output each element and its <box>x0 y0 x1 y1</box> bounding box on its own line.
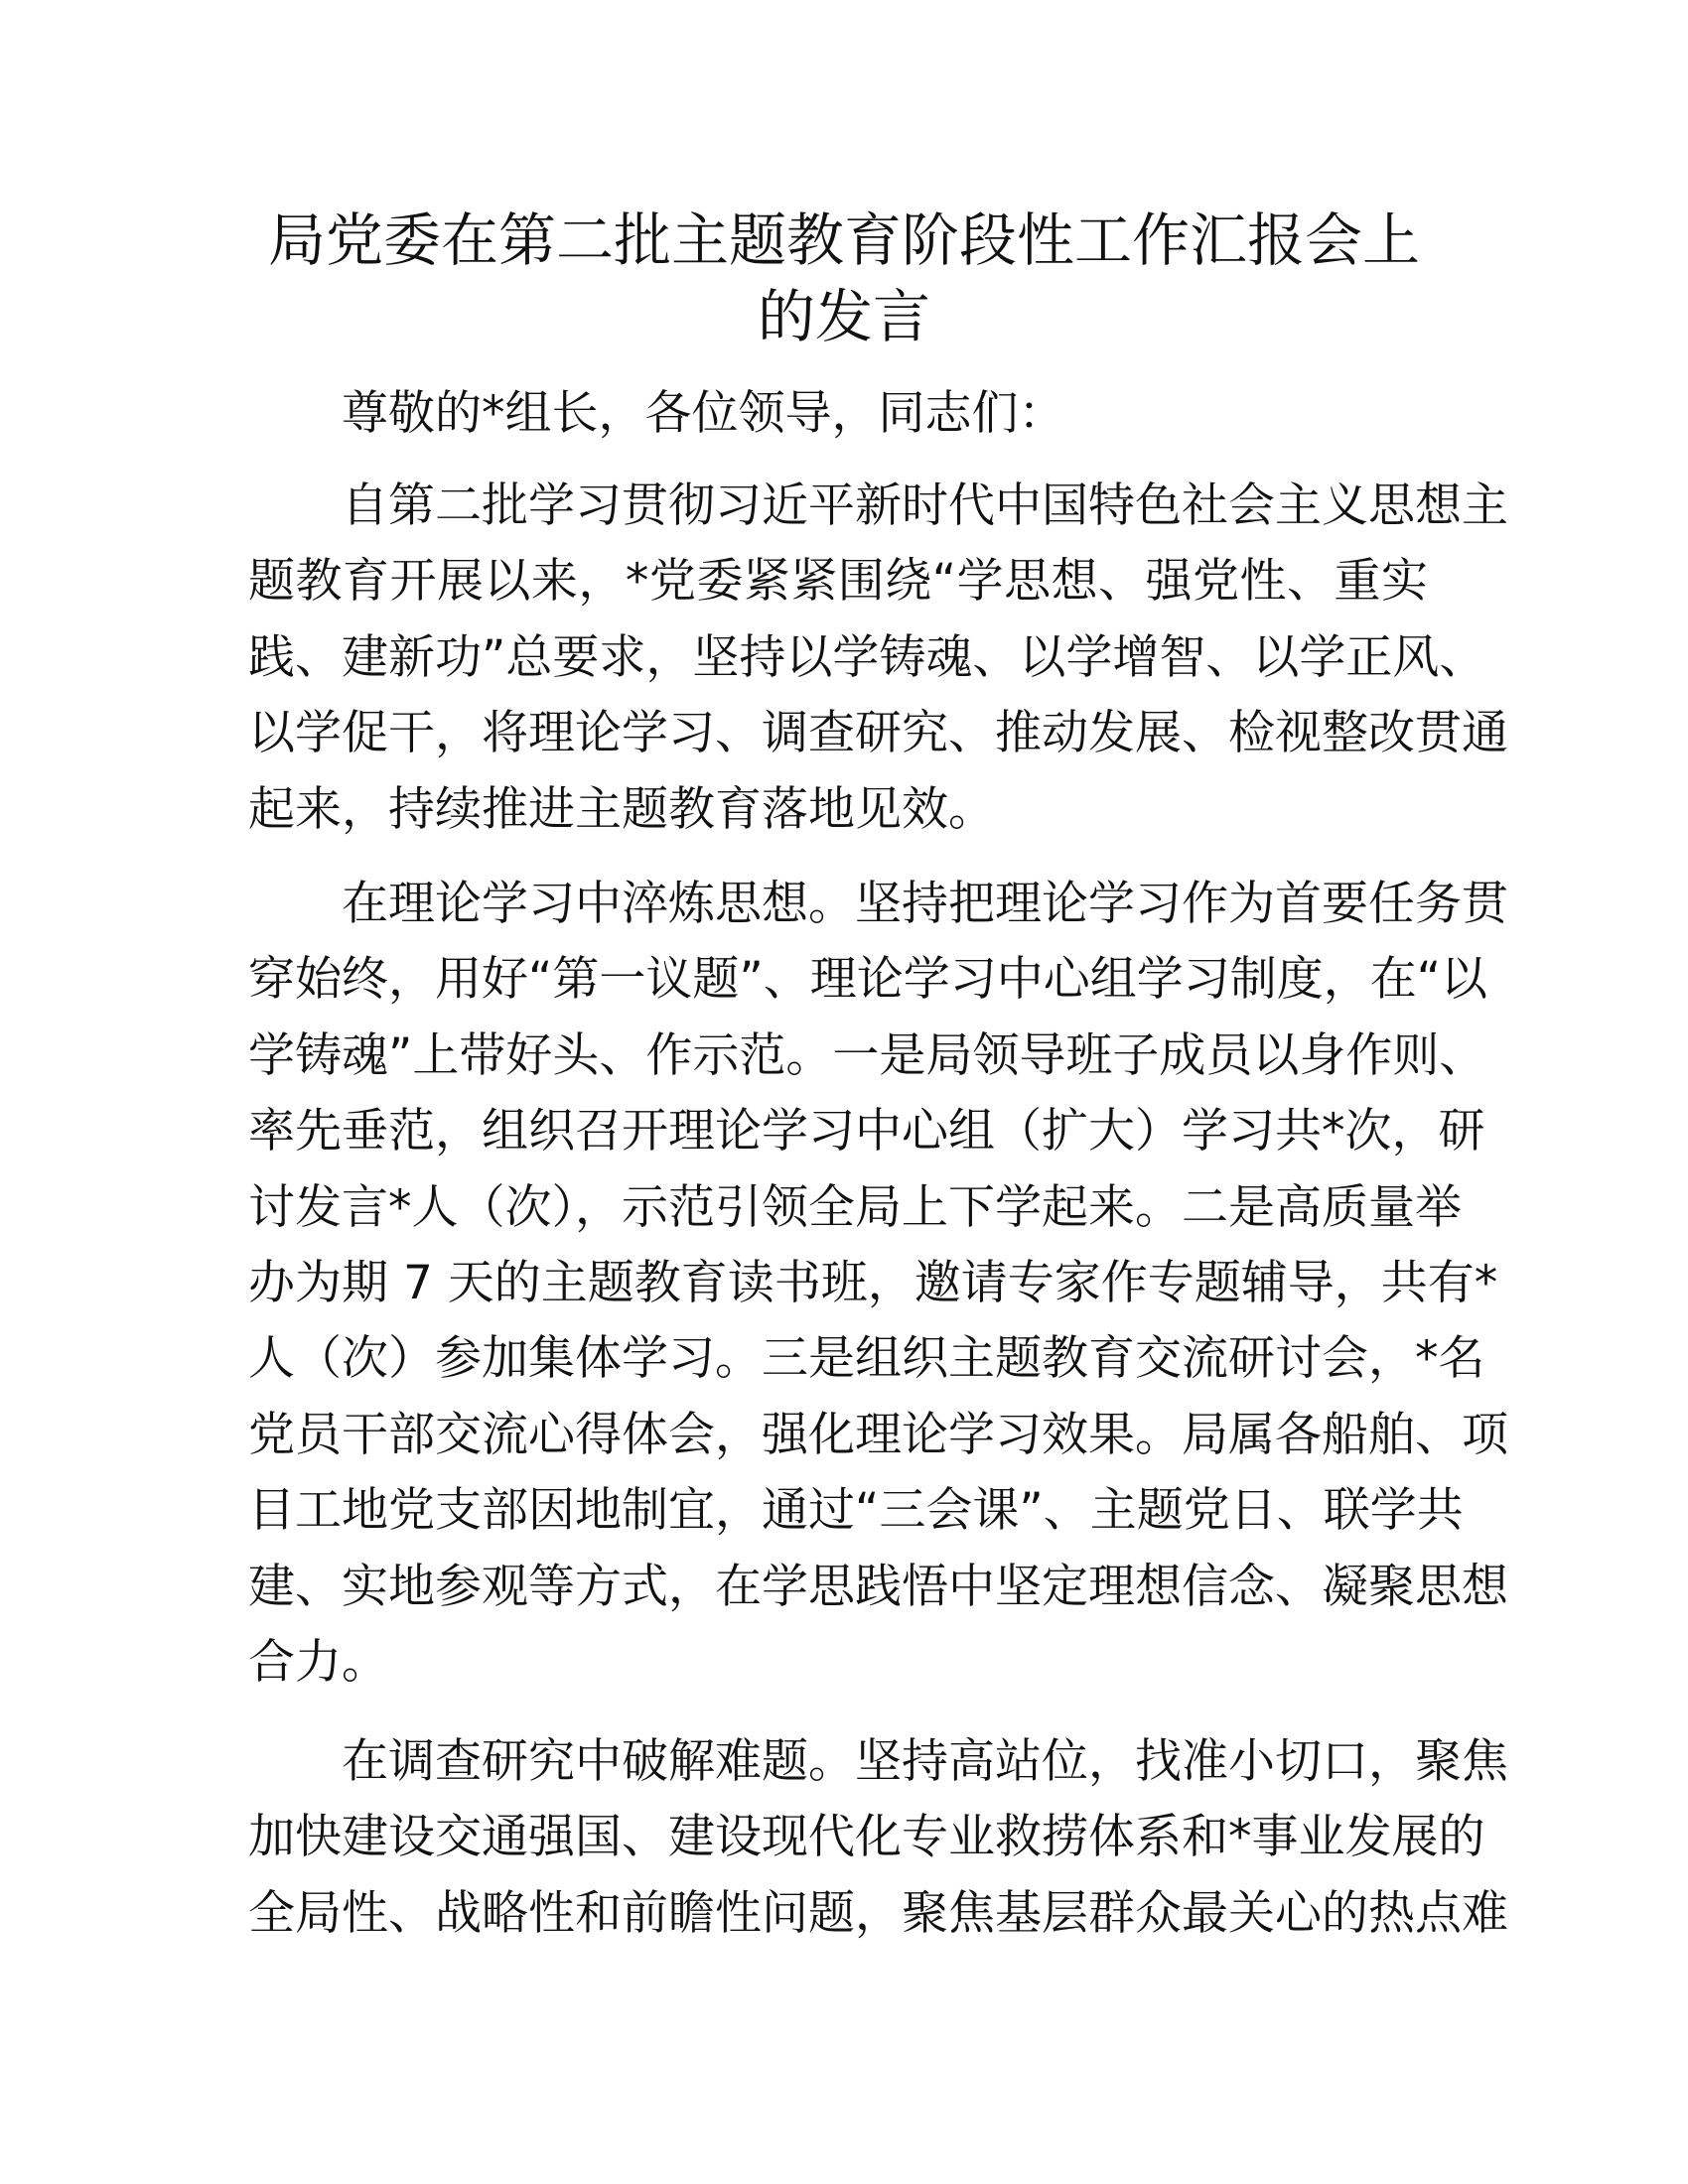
paragraph-line: 人（次）参加集体学习。三是组织主题教育交流研讨会，*名 <box>248 1331 1485 1387</box>
paragraph-line: 起来，持续推进主题教育落地见效。 <box>248 781 995 837</box>
paragraph-line: 学铸魂”上带好头、作示范。一是局领导班子成员以身作则、 <box>248 1027 1486 1083</box>
paragraph-line: 自第二批学习贯彻习近平新时代中国特色社会主义思想主 <box>342 478 1508 533</box>
paragraph-line: 目工地党支部因地制宜，通过“三会课”、主题党日、联学共 <box>248 1483 1464 1539</box>
paragraph-line: 建、实地参观等方式，在学思践悟中坚定理想信念、凝聚思想 <box>248 1559 1508 1614</box>
paragraph-line: 在理论学习中淬炼思想。坚持把理论学习作为首要任务贯 <box>342 877 1508 931</box>
paragraph-intro <box>248 469 1508 848</box>
paragraph-line: 全局性、战略性和前瞻性问题，聚焦基层群众最关心的热点难 <box>248 1885 1508 1941</box>
paragraph-line: 穿始终，用好“第一议题”、理论学习中心组学习制度，在“以 <box>248 952 1488 1008</box>
greeting-text: 尊敬的*组长，各位领导，同志们： <box>342 386 1065 441</box>
paragraph-line: 加快建设交通强国、建设现代化专业救捞体系和*事业发展的 <box>248 1810 1485 1865</box>
paragraph-line: 在调查研究中破解难题。坚持高站位，找准小切口，聚焦 <box>342 1734 1508 1789</box>
paragraph-theory-study <box>248 867 1508 1701</box>
paragraph-line: 办为期 7 天的主题教育读书班，邀请专家作专题辅导，共有* <box>248 1255 1498 1310</box>
paragraph-line: 讨发言*人（次），示范引领全局上下学起来。二是高质量举 <box>248 1179 1462 1235</box>
title-line: 局党委在第二批主题教育阶段性工作汇报会上 <box>267 206 1420 274</box>
paragraph-line: 率先垂范，组织召开理论学习中心组（扩大）学习共*次，研 <box>248 1104 1485 1160</box>
paragraph-line: 践、建新功”总要求，坚持以学铸魂、以学增智、以学正风、 <box>248 629 1486 685</box>
greeting <box>248 376 1428 452</box>
document-title <box>199 203 1489 355</box>
paragraph-research <box>248 1724 1508 1952</box>
title-line: 的发言 <box>757 283 930 350</box>
paragraph-line: 合力。 <box>248 1634 388 1690</box>
paragraph-line: 以学促干，将理论学习、调查研究、推动发展、检视整改贯通 <box>248 706 1508 761</box>
paragraph-line: 题教育开展以来，*党委紧紧围绕“学思想、强党性、重实 <box>248 554 1428 610</box>
paragraph-line: 党员干部交流心得体会，强化理论学习效果。局属各船舶、项 <box>248 1407 1508 1462</box>
